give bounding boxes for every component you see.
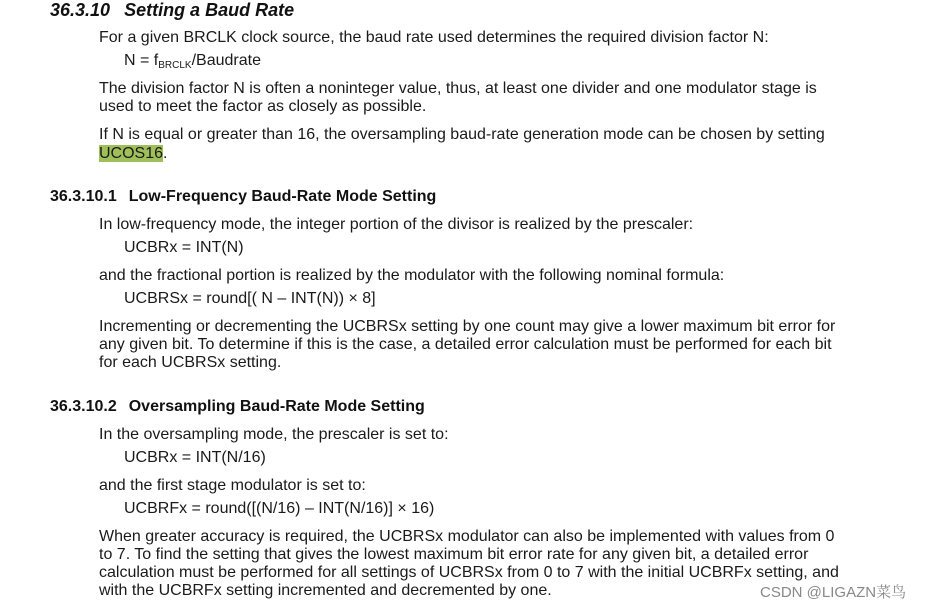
baud-formula (124, 52, 261, 76)
s1-paragraph-3-line-3: for each UCBRSx setting. (99, 354, 282, 371)
s2-formula-1: UCBRx = INT(N/16) (124, 449, 266, 466)
s2-paragraph-3-line-4: with the UCBRFx setting incremented and decremented by one. (99, 582, 552, 599)
ucos16-highlight: UCOS16 (99, 145, 164, 162)
formula-prefix: N = f (124, 52, 159, 69)
subsection-title-1: Low-Frequency Baud-Rate Mode Setting (128, 188, 437, 205)
s2-paragraph-3-line-2: to 7. To find the setting that gives the lowest maximum bit error rate for any given bit, a detailed error (99, 546, 809, 563)
intro-paragraph-3-line-1: If N is equal or greater than 16, the oversampling baud-rate generation mode can be chosen by setting (99, 126, 825, 143)
intro-paragraph-2-line-1: The division factor N is often a noninteger value, thus, at least one divider and one modulator stage is (99, 80, 817, 97)
subsection-heading-1 (50, 188, 436, 206)
csdn-watermark: CSDN @LIGAZN菜鸟 (760, 584, 907, 601)
subsection-heading-2 (50, 398, 425, 416)
s2-paragraph-3-line-1: When greater accuracy is required, the UCBRSx modulator can also be implemented with values from 0 (99, 528, 835, 545)
section-number: 36.3.10 (50, 0, 111, 20)
s1-paragraph-1: In low-frequency mode, the integer portion of the divisor is realized by the prescaler: (99, 216, 694, 233)
intro-paragraph-2-line-2: used to meet the factor as closely as possible. (99, 98, 427, 115)
formula-suffix: /Baudrate (191, 52, 261, 69)
s2-paragraph-1: In the oversampling mode, the prescaler is set to: (99, 426, 449, 443)
formula-subscript: BRCLK (158, 60, 192, 71)
s2-paragraph-3-line-3: calculation must be performed for all settings of UCBRSx from 0 to 7 with the initial UCBRFx setting, and (99, 564, 839, 581)
sentence-end: . (163, 145, 168, 162)
s1-paragraph-3-line-2: any given bit. To determine if this is the case, a detailed error calculation must be performed for each bit (99, 336, 832, 353)
s1-formula-2: UCBRSx = round[( N – INT(N)) × 8] (124, 290, 376, 307)
section-heading (50, 0, 294, 21)
s1-paragraph-2: and the fractional portion is realized by the modulator with the following nominal formula: (99, 267, 725, 284)
s2-formula-2: UCBRFx = round([(N/16) – INT(N/16)] × 16) (124, 500, 435, 517)
s2-paragraph-2: and the first stage modulator is set to: (99, 477, 366, 494)
section-title: Setting a Baud Rate (124, 0, 295, 20)
s1-paragraph-3-line-1: Incrementing or decrementing the UCBRSx setting by one count may give a lower maximum bit error for (99, 318, 836, 335)
intro-paragraph-1: For a given BRCLK clock source, the baud rate used determines the required division factor N: (99, 29, 769, 46)
intro-paragraph-3-line-2 (99, 145, 167, 164)
subsection-title-2: Oversampling Baud-Rate Mode Setting (128, 398, 425, 415)
s1-formula-1: UCBRx = INT(N) (124, 239, 244, 256)
subsection-number-1: 36.3.10.1 (50, 188, 117, 205)
subsection-number-2: 36.3.10.2 (50, 398, 117, 415)
